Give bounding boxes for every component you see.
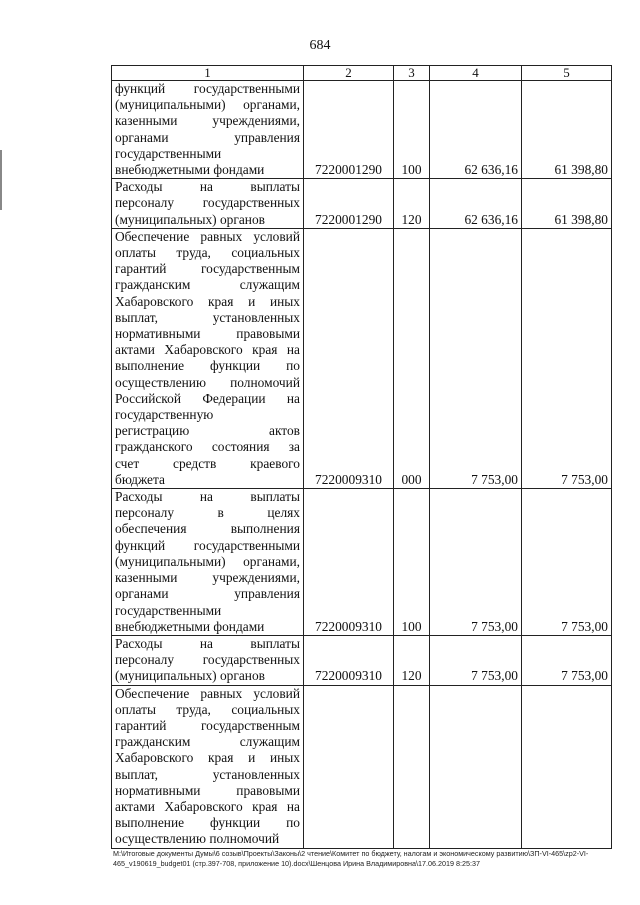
- description-line: нормативными правовыми: [115, 782, 300, 798]
- row-amount-2: 7 753,00: [522, 635, 612, 685]
- table-row: [112, 635, 612, 685]
- description-line: счет средств краевого: [115, 455, 300, 471]
- description-line: (муниципальными) органами,: [115, 97, 300, 113]
- description-line: оплаты труда, социальных: [115, 701, 300, 717]
- description-line: гарантий государственным: [115, 717, 300, 733]
- footer-line-1: M:\Итоговые документы Думы\6 созыв\Проекты\Законы\2 чтение\Комитет по бюджету, налогам и экономическому развитию\ЗП-VI-465\zp2-VI-: [113, 849, 589, 858]
- column-header: 2: [304, 66, 394, 81]
- description-line: Обеспечение равных условий: [115, 685, 300, 701]
- description-line: функций государственными: [115, 81, 300, 96]
- description-line: бюджета: [115, 471, 165, 487]
- row-amount-1: [430, 685, 522, 848]
- description-line: Расходы на выплаты: [115, 635, 300, 651]
- description-line: государственную: [115, 407, 214, 423]
- description-line: осуществлению полномочий: [115, 831, 280, 847]
- description-line: (муниципальных) органов: [115, 211, 265, 227]
- description-line: государственными: [115, 145, 222, 161]
- column-header: 4: [430, 66, 522, 81]
- description-line: выплат, установленных: [115, 766, 300, 782]
- column-header: 3: [394, 66, 430, 81]
- row-description: [112, 228, 304, 488]
- row-description: [112, 685, 304, 848]
- row-expense-type: 100: [394, 81, 430, 179]
- description-line: гражданского состояния за: [115, 439, 300, 455]
- row-code: 7220009310: [304, 228, 394, 488]
- row-code: 7220009310: [304, 489, 394, 636]
- column-header: 5: [522, 66, 612, 81]
- description-line: осуществлению полномочий: [115, 374, 300, 390]
- description-line: Расходы на выплаты: [115, 489, 300, 505]
- row-amount-2: 7 753,00: [522, 489, 612, 636]
- row-amount-1: 7 753,00: [430, 489, 522, 636]
- table-row: [112, 81, 612, 179]
- description-line: государственными: [115, 602, 222, 618]
- budget-table: [111, 65, 612, 849]
- row-code: 7220001290: [304, 81, 394, 179]
- row-code: 7220001290: [304, 179, 394, 229]
- description-line: актами Хабаровского края на: [115, 342, 300, 358]
- description-line: (муниципальных) органов: [115, 668, 265, 684]
- description-line: гарантий государственным: [115, 261, 300, 277]
- row-expense-type: 100: [394, 489, 430, 636]
- description-line: регистрацию актов: [115, 423, 300, 439]
- description-line: Расходы на выплаты: [115, 179, 300, 195]
- row-amount-2: 61 398,80: [522, 179, 612, 229]
- description-line: актами Хабаровского края на: [115, 798, 300, 814]
- description-line: гражданским служащим: [115, 277, 300, 293]
- description-line: Обеспечение равных условий: [115, 228, 300, 244]
- table-row: [112, 228, 612, 488]
- description-line: (муниципальными) органами,: [115, 553, 300, 569]
- page-edge-mark: [0, 150, 2, 210]
- description-line: гражданским служащим: [115, 734, 300, 750]
- column-header: 1: [112, 66, 304, 81]
- description-line: оплаты труда, социальных: [115, 245, 300, 261]
- row-description: [112, 489, 304, 636]
- row-expense-type: 120: [394, 635, 430, 685]
- description-line: органами управления: [115, 129, 300, 145]
- description-line: казенными учреждениями,: [115, 113, 300, 129]
- row-amount-2: 7 753,00: [522, 228, 612, 488]
- description-line: Российской Федерации на: [115, 390, 300, 406]
- description-line: внебюджетными фондами: [115, 162, 265, 178]
- table-row: [112, 179, 612, 229]
- table-row: [112, 685, 612, 848]
- description-line: Хабаровского края и иных: [115, 293, 300, 309]
- row-expense-type: [394, 685, 430, 848]
- row-description: [112, 179, 304, 229]
- page-number: 684: [309, 38, 331, 53]
- description-line: Хабаровского края и иных: [115, 750, 300, 766]
- description-line: персоналу в целях: [115, 505, 300, 521]
- table-body: [112, 81, 612, 849]
- row-amount-2: [522, 685, 612, 848]
- row-amount-1: 62 636,16: [430, 179, 522, 229]
- description-line: персоналу государственных: [115, 195, 300, 211]
- description-line: казенными учреждениями,: [115, 570, 300, 586]
- description-line: обеспечения выполнения: [115, 521, 300, 537]
- row-expense-type: 120: [394, 179, 430, 229]
- description-line: внебюджетными фондами: [115, 618, 265, 634]
- row-expense-type: 000: [394, 228, 430, 488]
- description-line: нормативными правовыми: [115, 326, 300, 342]
- row-description: [112, 81, 304, 179]
- table-header-row: [112, 66, 612, 81]
- row-description: [112, 635, 304, 685]
- description-line: органами управления: [115, 586, 300, 602]
- description-line: функций государственными: [115, 537, 300, 553]
- row-amount-1: 62 636,16: [430, 81, 522, 179]
- footer-line-2: 465_v190619_budget01 (стр.397-708, приложение 10).docx\Шенцова Ирина Владимировна\17.06.2019 8:25:37: [113, 858, 480, 868]
- table-row: [112, 489, 612, 636]
- document-path-footer: [113, 849, 613, 868]
- description-line: выполнение функции по: [115, 358, 300, 374]
- row-amount-1: 7 753,00: [430, 228, 522, 488]
- description-line: персоналу государственных: [115, 652, 300, 668]
- row-code: 7220009310: [304, 635, 394, 685]
- row-amount-1: 7 753,00: [430, 635, 522, 685]
- row-code: [304, 685, 394, 848]
- description-line: выплат, установленных: [115, 309, 300, 325]
- description-line: выполнение функции по: [115, 815, 300, 831]
- row-amount-2: 61 398,80: [522, 81, 612, 179]
